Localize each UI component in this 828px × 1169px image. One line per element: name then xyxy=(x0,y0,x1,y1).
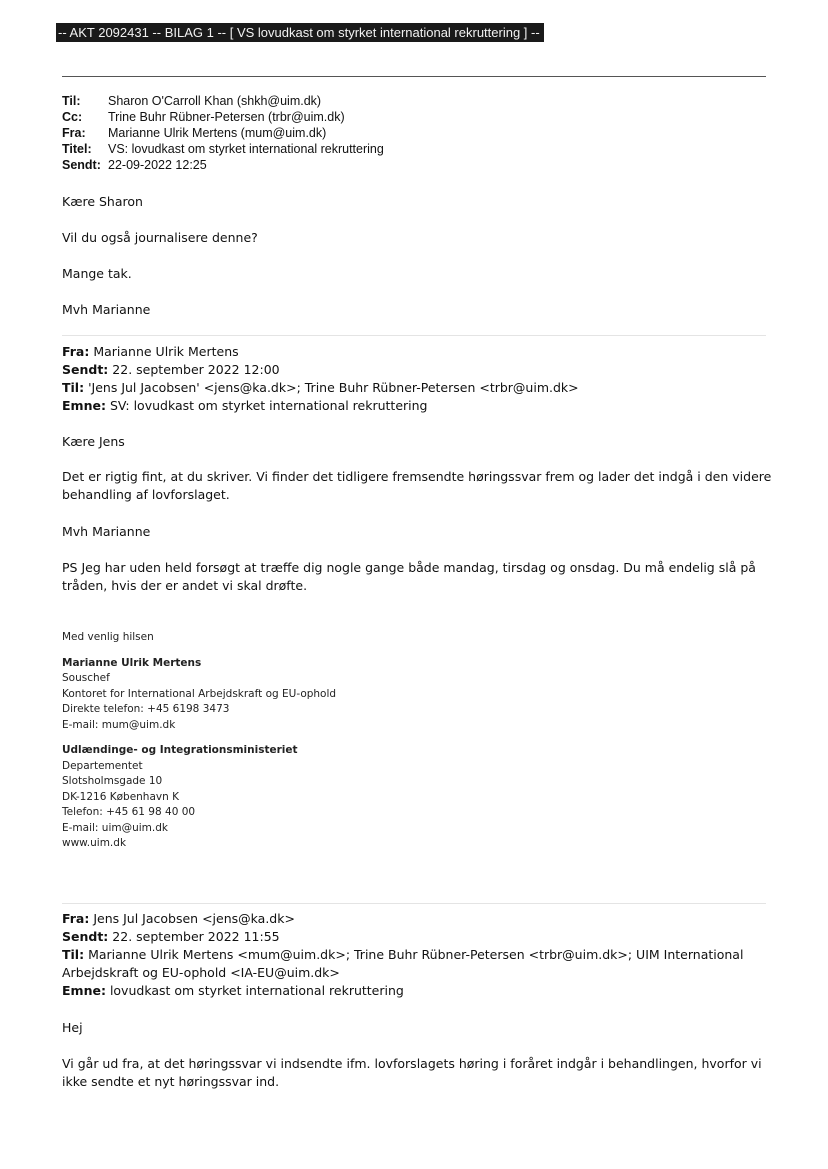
sig-spacer xyxy=(62,646,336,656)
msg2-ps: PS Jeg har uden held forsøgt at træffe dig nogle gange både mandag, tirsdag og onsdag. Du må endelig slå på tråden, hvis der er andet vi skal drøfte. xyxy=(62,560,756,593)
msg2-sent-row xyxy=(62,361,774,379)
sig-regards: Med venlig hilsen xyxy=(62,631,154,643)
msg2-sent-value: 22. september 2022 12:00 xyxy=(112,362,280,377)
sig-phone: Direkte telefon: +45 6198 3473 xyxy=(62,703,230,715)
header-sent-row xyxy=(62,157,384,173)
signature-block xyxy=(62,630,336,852)
msg2-from-label: Fra: xyxy=(62,344,90,359)
msg2-greeting: Kære Jens xyxy=(62,434,125,449)
header-cc-label: Cc: xyxy=(62,110,83,124)
msg3-subject-row xyxy=(62,982,774,1000)
msg2-to-label: Til: xyxy=(62,380,85,395)
header-from-row xyxy=(62,125,384,141)
header-cc-row xyxy=(62,109,384,125)
msg3-from-value: Jens Jul Jacobsen <jens@ka.dk> xyxy=(93,911,295,926)
msg2-subject-row xyxy=(62,397,774,415)
sig-office: Kontoret for International Arbejdskraft og EU-ophold xyxy=(62,687,337,700)
header-cc-value: Trine Buhr Rübner-Petersen (trbr@uim.dk) xyxy=(108,110,345,124)
header-title-label: Titel: xyxy=(62,142,92,156)
top-divider xyxy=(62,76,766,77)
msg2-header xyxy=(62,343,774,415)
divider-2 xyxy=(62,903,766,904)
msg3-subject-label: Emne: xyxy=(62,983,106,998)
sig-spacer-2 xyxy=(62,733,336,743)
msg3-from-row xyxy=(62,910,774,928)
msg3-sent-row xyxy=(62,928,774,946)
sig-org: Udlændinge- og Integrationsministeriet xyxy=(62,744,298,756)
msg3-to-row xyxy=(62,946,774,982)
msg3-sent-label: Sendt: xyxy=(62,929,109,944)
msg3-greeting: Hej xyxy=(62,1020,83,1035)
header-title-row xyxy=(62,141,384,157)
msg1-closing: Mvh Marianne xyxy=(62,302,151,317)
msg3-sent-value: 22. september 2022 11:55 xyxy=(112,929,280,944)
sig-role: Souschef xyxy=(62,672,110,684)
sig-web: www.uim.dk xyxy=(62,837,127,849)
msg2-from-value: Marianne Ulrik Mertens xyxy=(93,344,239,359)
header-title-value: VS: lovudkast om styrket international rekruttering xyxy=(108,142,384,156)
sig-dept: Departementet xyxy=(62,759,143,772)
msg2-sent-label: Sendt: xyxy=(62,362,109,377)
header-to-row xyxy=(62,93,384,109)
msg2-closing: Mvh Marianne xyxy=(62,524,151,539)
msg3-to-value: Marianne Ulrik Mertens <mum@uim.dk>; Trine Buhr Rübner-Petersen <trbr@uim.dk>; UIM International Arbejdskraft og EU-ophold <IA-EU@uim.dk> xyxy=(62,947,744,980)
msg2-subject-value: SV: lovudkast om styrket international rekruttering xyxy=(109,398,428,413)
sig-org-phone: Telefon: +45 61 98 40 00 xyxy=(62,806,196,818)
header-from-value: Marianne Ulrik Mertens (mum@uim.dk) xyxy=(108,126,327,140)
msg2-from-row xyxy=(62,343,774,361)
divider-1 xyxy=(62,335,766,336)
msg2-body: Det er rigtig fint, at du skriver. Vi finder det tidligere fremsendte høringssvar frem og lader det indgå i den videre behandling af lovforslaget. xyxy=(62,469,772,502)
header-sent-label: Sendt: xyxy=(62,158,101,172)
header-to-label: Til: xyxy=(62,94,81,108)
sig-email: E-mail: mum@uim.dk xyxy=(62,718,176,731)
msg2-subject-label: Emne: xyxy=(62,398,106,413)
msg3-header xyxy=(62,910,774,1000)
msg2-to-row xyxy=(62,379,774,397)
msg1-line2: Mange tak. xyxy=(62,266,132,281)
msg2-to-value: 'Jens Jul Jacobsen' <jens@ka.dk>; Trine Buhr Rübner-Petersen <trbr@uim.dk> xyxy=(88,380,579,395)
sig-org-email: E-mail: uim@uim.dk xyxy=(62,821,168,834)
document-banner: -- AKT 2092431 -- BILAG 1 -- [ VS lovudkast om styrket international rekruttering ] -- xyxy=(56,23,544,42)
msg1-line1: Vil du også journalisere denne? xyxy=(62,230,258,245)
sig-city: DK-1216 København K xyxy=(62,790,179,803)
msg3-to-label: Til: xyxy=(62,947,85,962)
header-sent-value: 22-09-2022 12:25 xyxy=(108,158,207,172)
msg3-from-label: Fra: xyxy=(62,911,90,926)
email-header xyxy=(62,93,384,173)
msg1-greeting: Kære Sharon xyxy=(62,194,143,209)
msg3-body: Vi går ud fra, at det høringssvar vi indsendte ifm. lovforslagets høring i foråret indgår i behandlingen, hvorfor vi ikke sendte et nyt høringssvar ind. xyxy=(62,1056,762,1089)
header-to-value: Sharon O'Carroll Khan (shkh@uim.dk) xyxy=(108,94,322,108)
sig-name: Marianne Ulrik Mertens xyxy=(62,656,202,669)
sig-street: Slotsholmsgade 10 xyxy=(62,775,163,787)
msg3-subject-value: lovudkast om styrket international rekruttering xyxy=(109,983,404,998)
header-from-label: Fra: xyxy=(62,126,86,140)
